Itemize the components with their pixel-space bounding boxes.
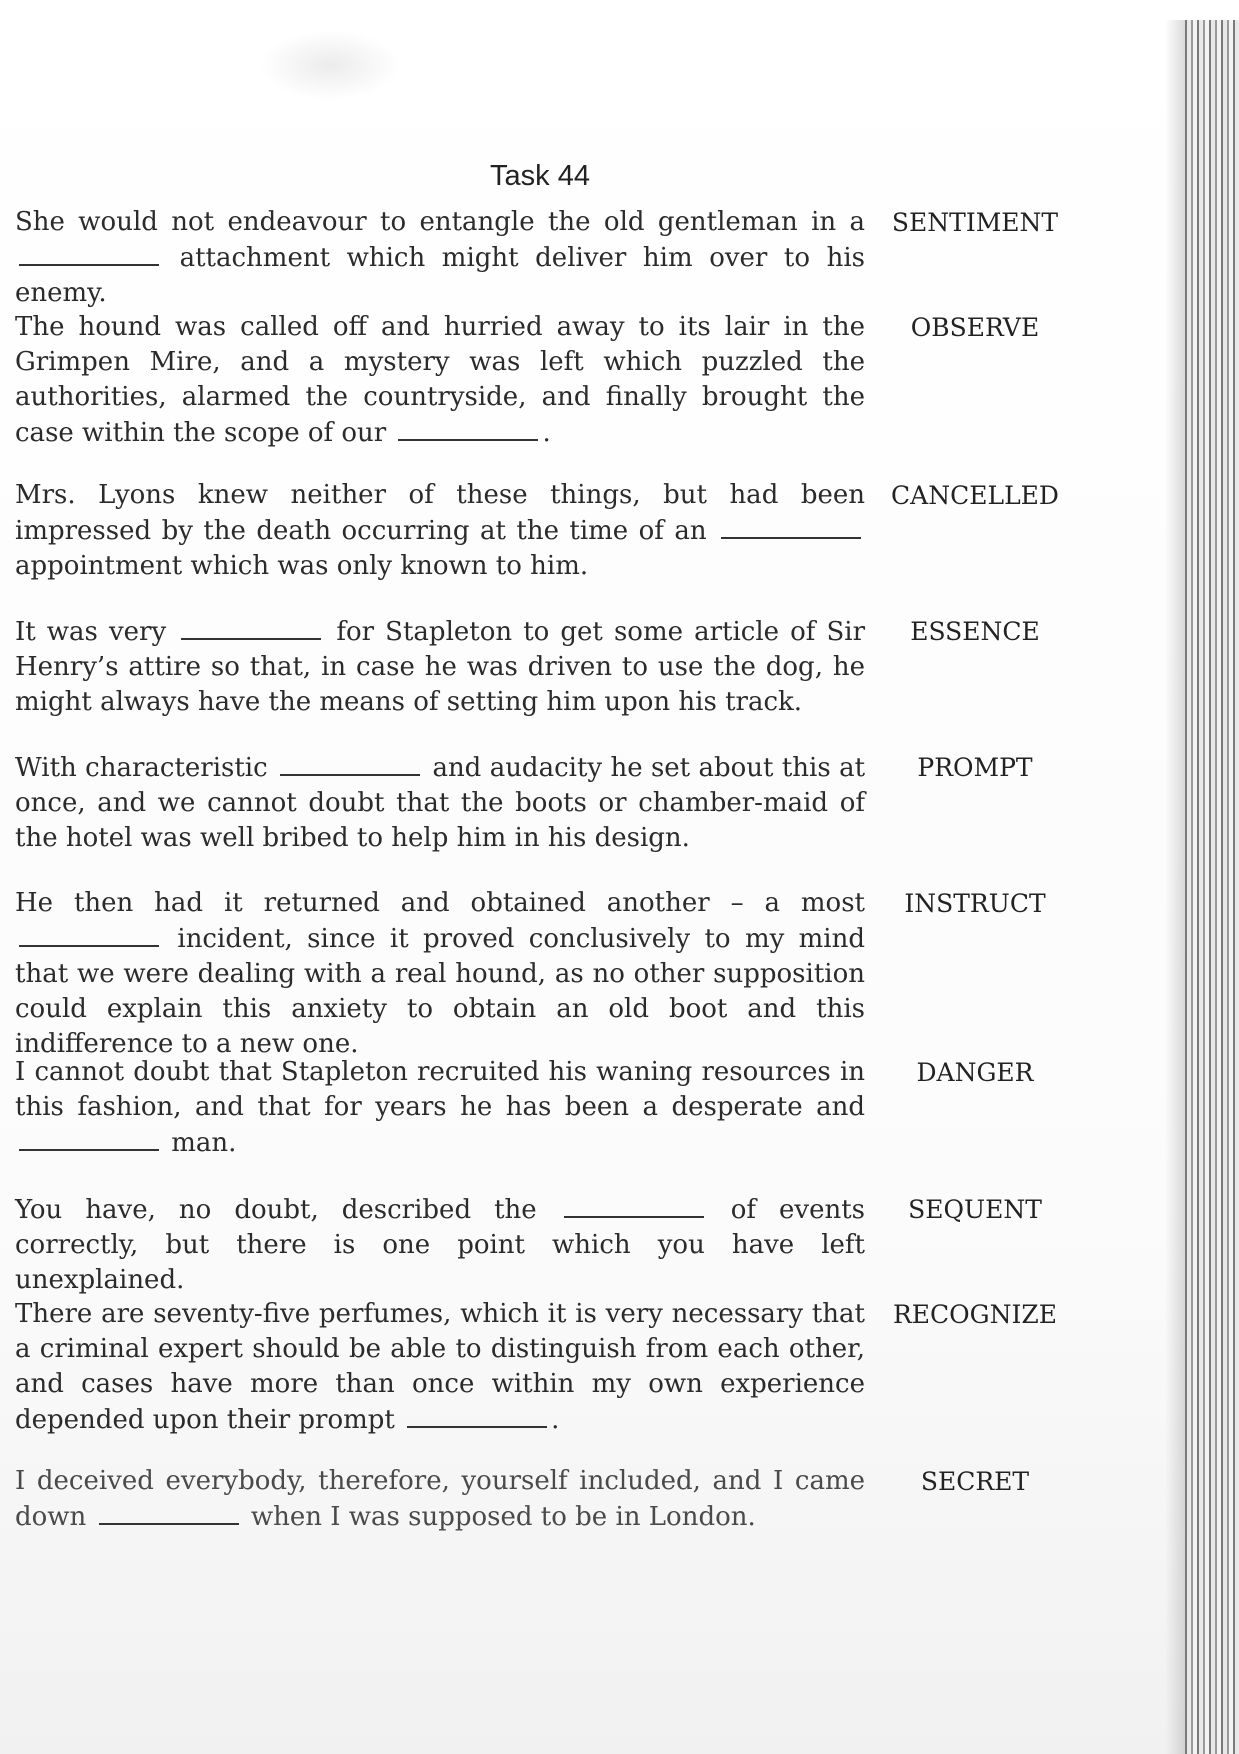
sentence: The hound was called off and hurried away to its lair in the Grimpen Mire, and a mystery was left which puzzled the authorities, alarmed the countryside, and finally brought the case within the scope of our . (15, 312, 865, 448)
sentence: He then had it returned and obtained another – a most incident, since it proved conclusively to my mind that we were dealing with a real hound, as no other supposition could explain this anxiety to obtain an old boot and this indifference to a new one. (15, 888, 866, 1059)
keyword: SEQUENT (908, 1195, 1042, 1224)
keyword: RECOGNIZE (892, 1300, 1058, 1329)
keyword: SECRET (920, 1467, 1030, 1496)
book-edge (1185, 20, 1239, 1754)
keyword: PROMPT (917, 753, 1033, 782)
sentence: There are seventy-five perfumes, which it is very necessary that a criminal expert should be able to distinguish from each other, and cases have more than once within my own experience depended upon their prompt . (15, 1299, 865, 1435)
sentence: I deceived everybody, therefore, yourself included, and I came down when I was supposed to be in London. (15, 1466, 865, 1532)
answer-blank (280, 750, 420, 776)
sentence: I cannot doubt that Stapleton recruited his waning resources in this fashion, and that for years he has been a desperate and man. (15, 1057, 865, 1158)
answer-blank (721, 513, 861, 539)
sentence: You have, no doubt, described the of events correctly, but there is one point which you have left unexplained. (15, 1192, 865, 1298)
page-title: Task 44 (490, 160, 590, 192)
keyword: INSTRUCT (904, 889, 1046, 918)
answer-blank (19, 1125, 159, 1151)
sentence: With characteristic and audacity he set about this at once, and we cannot doubt that the boots or chamber-maid of the hotel was well bribed to help him in his design. (15, 750, 865, 856)
answer-blank (181, 614, 321, 640)
answer-blank (19, 240, 159, 266)
answer-blank (407, 1402, 547, 1428)
answer-blank (19, 921, 159, 947)
scan-smudge (260, 30, 400, 100)
page-edge-shadow (1165, 20, 1185, 1754)
keyword: ESSENCE (910, 617, 1040, 646)
sentence: She would not endeavour to entangle the old gentleman in a attachment which might deliver him over to his enemy. (15, 207, 866, 308)
sentence: Mrs. Lyons knew neither of these things, but had been impressed by the death occurring at the time of an appointment which was only known to him. (15, 480, 865, 581)
keyword: CANCELLED (891, 481, 1059, 510)
sentence: It was very for Stapleton to get some article of Sir Henry’s attire so that, in case he was driven to use the dog, he might always have the means of setting him upon his track. (15, 614, 865, 720)
keyword: OBSERVE (910, 313, 1040, 342)
answer-blank (398, 415, 538, 441)
answer-blank (564, 1192, 704, 1218)
answer-blank (99, 1499, 239, 1525)
keyword: SENTIMENT (891, 208, 1059, 237)
keyword: DANGER (916, 1058, 1034, 1087)
